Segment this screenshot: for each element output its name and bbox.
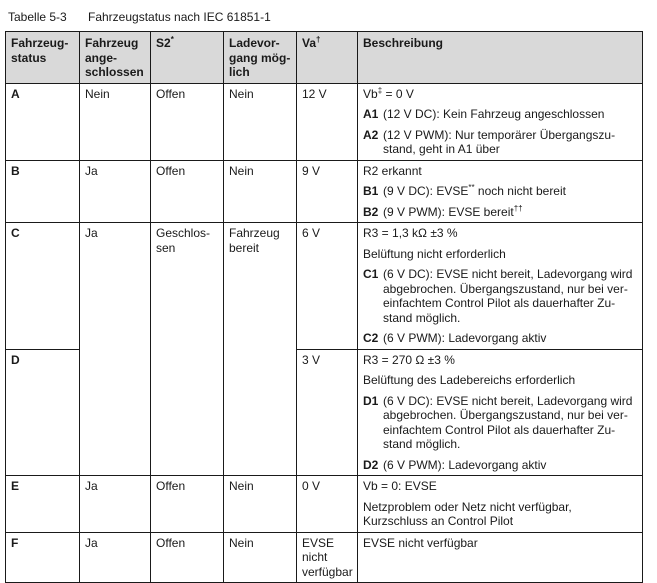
substate-D2: D2 (6 V PWM): Ladevorgang aktiv — [363, 457, 547, 472]
table-row — [6, 223, 643, 350]
cell-status: C — [6, 223, 80, 350]
description-line: Belüftung nicht erforderlich — [363, 246, 506, 261]
cell-charge: Nein — [224, 83, 297, 160]
cell-description — [358, 223, 643, 350]
cell-charge: Nein — [224, 160, 297, 223]
cell-va: 3 V — [297, 349, 358, 476]
caption-number: Tabelle 5-3 — [8, 10, 67, 24]
substate-C2: C2 (6 V PWM): Ladevorgang aktiv — [363, 331, 547, 345]
vehicle-status-table — [5, 31, 643, 583]
cell-charge: Nein — [224, 532, 297, 583]
substate-B2: B2 (9 V PWM): EVSE bereit†† — [363, 203, 523, 219]
table-header-row — [6, 32, 643, 84]
description-line: R2 erkannt — [363, 163, 422, 178]
cell-s2: Geschlos-sen — [151, 223, 224, 476]
table-row — [6, 160, 643, 223]
substate-D1: D1 (6 V DC): EVSE nicht bereit, Ladevorgang wird abgebrochen. Übergangszustand, nur bei ver-einfachtem Control Pilot als dauerhafter Zu-stand möglich. — [363, 393, 633, 451]
header-description: Beschreibung — [358, 32, 643, 84]
substate-A2: A2 (12 V PWM): Nur temporärer Übergangszu-stand, geht in A1 über — [363, 127, 616, 156]
description-line: R3 = 270 Ω ±3 % — [363, 352, 455, 367]
cell-description — [358, 83, 643, 160]
cell-status: A — [6, 83, 80, 160]
table-caption — [8, 10, 271, 24]
cell-status: D — [6, 349, 80, 476]
cell-s2: Offen — [151, 160, 224, 223]
cell-charge: Fahrzeug bereit — [224, 223, 297, 476]
cell-va: 9 V — [297, 160, 358, 223]
substate-A1: A1 (12 V DC): Kein Fahrzeug angeschlossen — [363, 107, 605, 121]
cell-va: 0 V — [297, 476, 358, 533]
header-connected: Fahrzeug ange-schlossen — [80, 32, 151, 84]
substate-C1: C1 (6 V DC): EVSE nicht bereit, Ladevorgang wird abgebrochen. Übergangszustand, nur bei ver-einfachtem Control Pilot als dauerhafter Zu-stand möglich. — [363, 267, 633, 325]
cell-connected: Nein — [80, 83, 151, 160]
cell-description — [358, 476, 643, 533]
header-va: Va† — [297, 32, 358, 84]
cell-description — [358, 160, 643, 223]
cell-status: F — [6, 532, 80, 583]
cell-status: E — [6, 476, 80, 533]
description-line: Vb‡ = 0 V — [363, 85, 414, 101]
header-charge: Ladevor-gang mög-lich — [224, 32, 297, 84]
cell-s2: Offen — [151, 532, 224, 583]
cell-va: 12 V — [297, 83, 358, 160]
cell-connected: Ja — [80, 223, 151, 476]
table-row — [6, 532, 643, 583]
caption-title: Fahrzeugstatus nach IEC 61851-1 — [88, 10, 271, 24]
table-row — [6, 476, 643, 533]
cell-s2: Offen — [151, 476, 224, 533]
description-line: R3 = 1,3 kΩ ±3 % — [363, 226, 458, 240]
cell-va: 6 V — [297, 223, 358, 350]
header-status: Fahrzeug-status — [6, 32, 80, 84]
cell-description — [358, 349, 643, 476]
description-line: Netzproblem oder Netz nicht verfügbar, Kurzschluss an Control Pilot — [363, 499, 572, 528]
header-s2: S2* — [151, 32, 224, 84]
table-row — [6, 83, 643, 160]
description-line: Vb = 0: EVSE — [363, 479, 437, 493]
cell-connected: Ja — [80, 160, 151, 223]
cell-va: EVSE nicht verfügbar — [297, 532, 358, 583]
substate-B1: B1 (9 V DC): EVSE** noch nicht bereit — [363, 183, 566, 198]
cell-charge: Nein — [224, 476, 297, 533]
cell-description — [358, 532, 643, 583]
cell-connected: Ja — [80, 476, 151, 533]
cell-s2: Offen — [151, 83, 224, 160]
cell-status: B — [6, 160, 80, 223]
description-line: EVSE nicht verfügbar — [363, 535, 478, 550]
description-line: Belüftung des Ladebereichs erforderlich — [363, 373, 576, 387]
cell-connected: Ja — [80, 532, 151, 583]
